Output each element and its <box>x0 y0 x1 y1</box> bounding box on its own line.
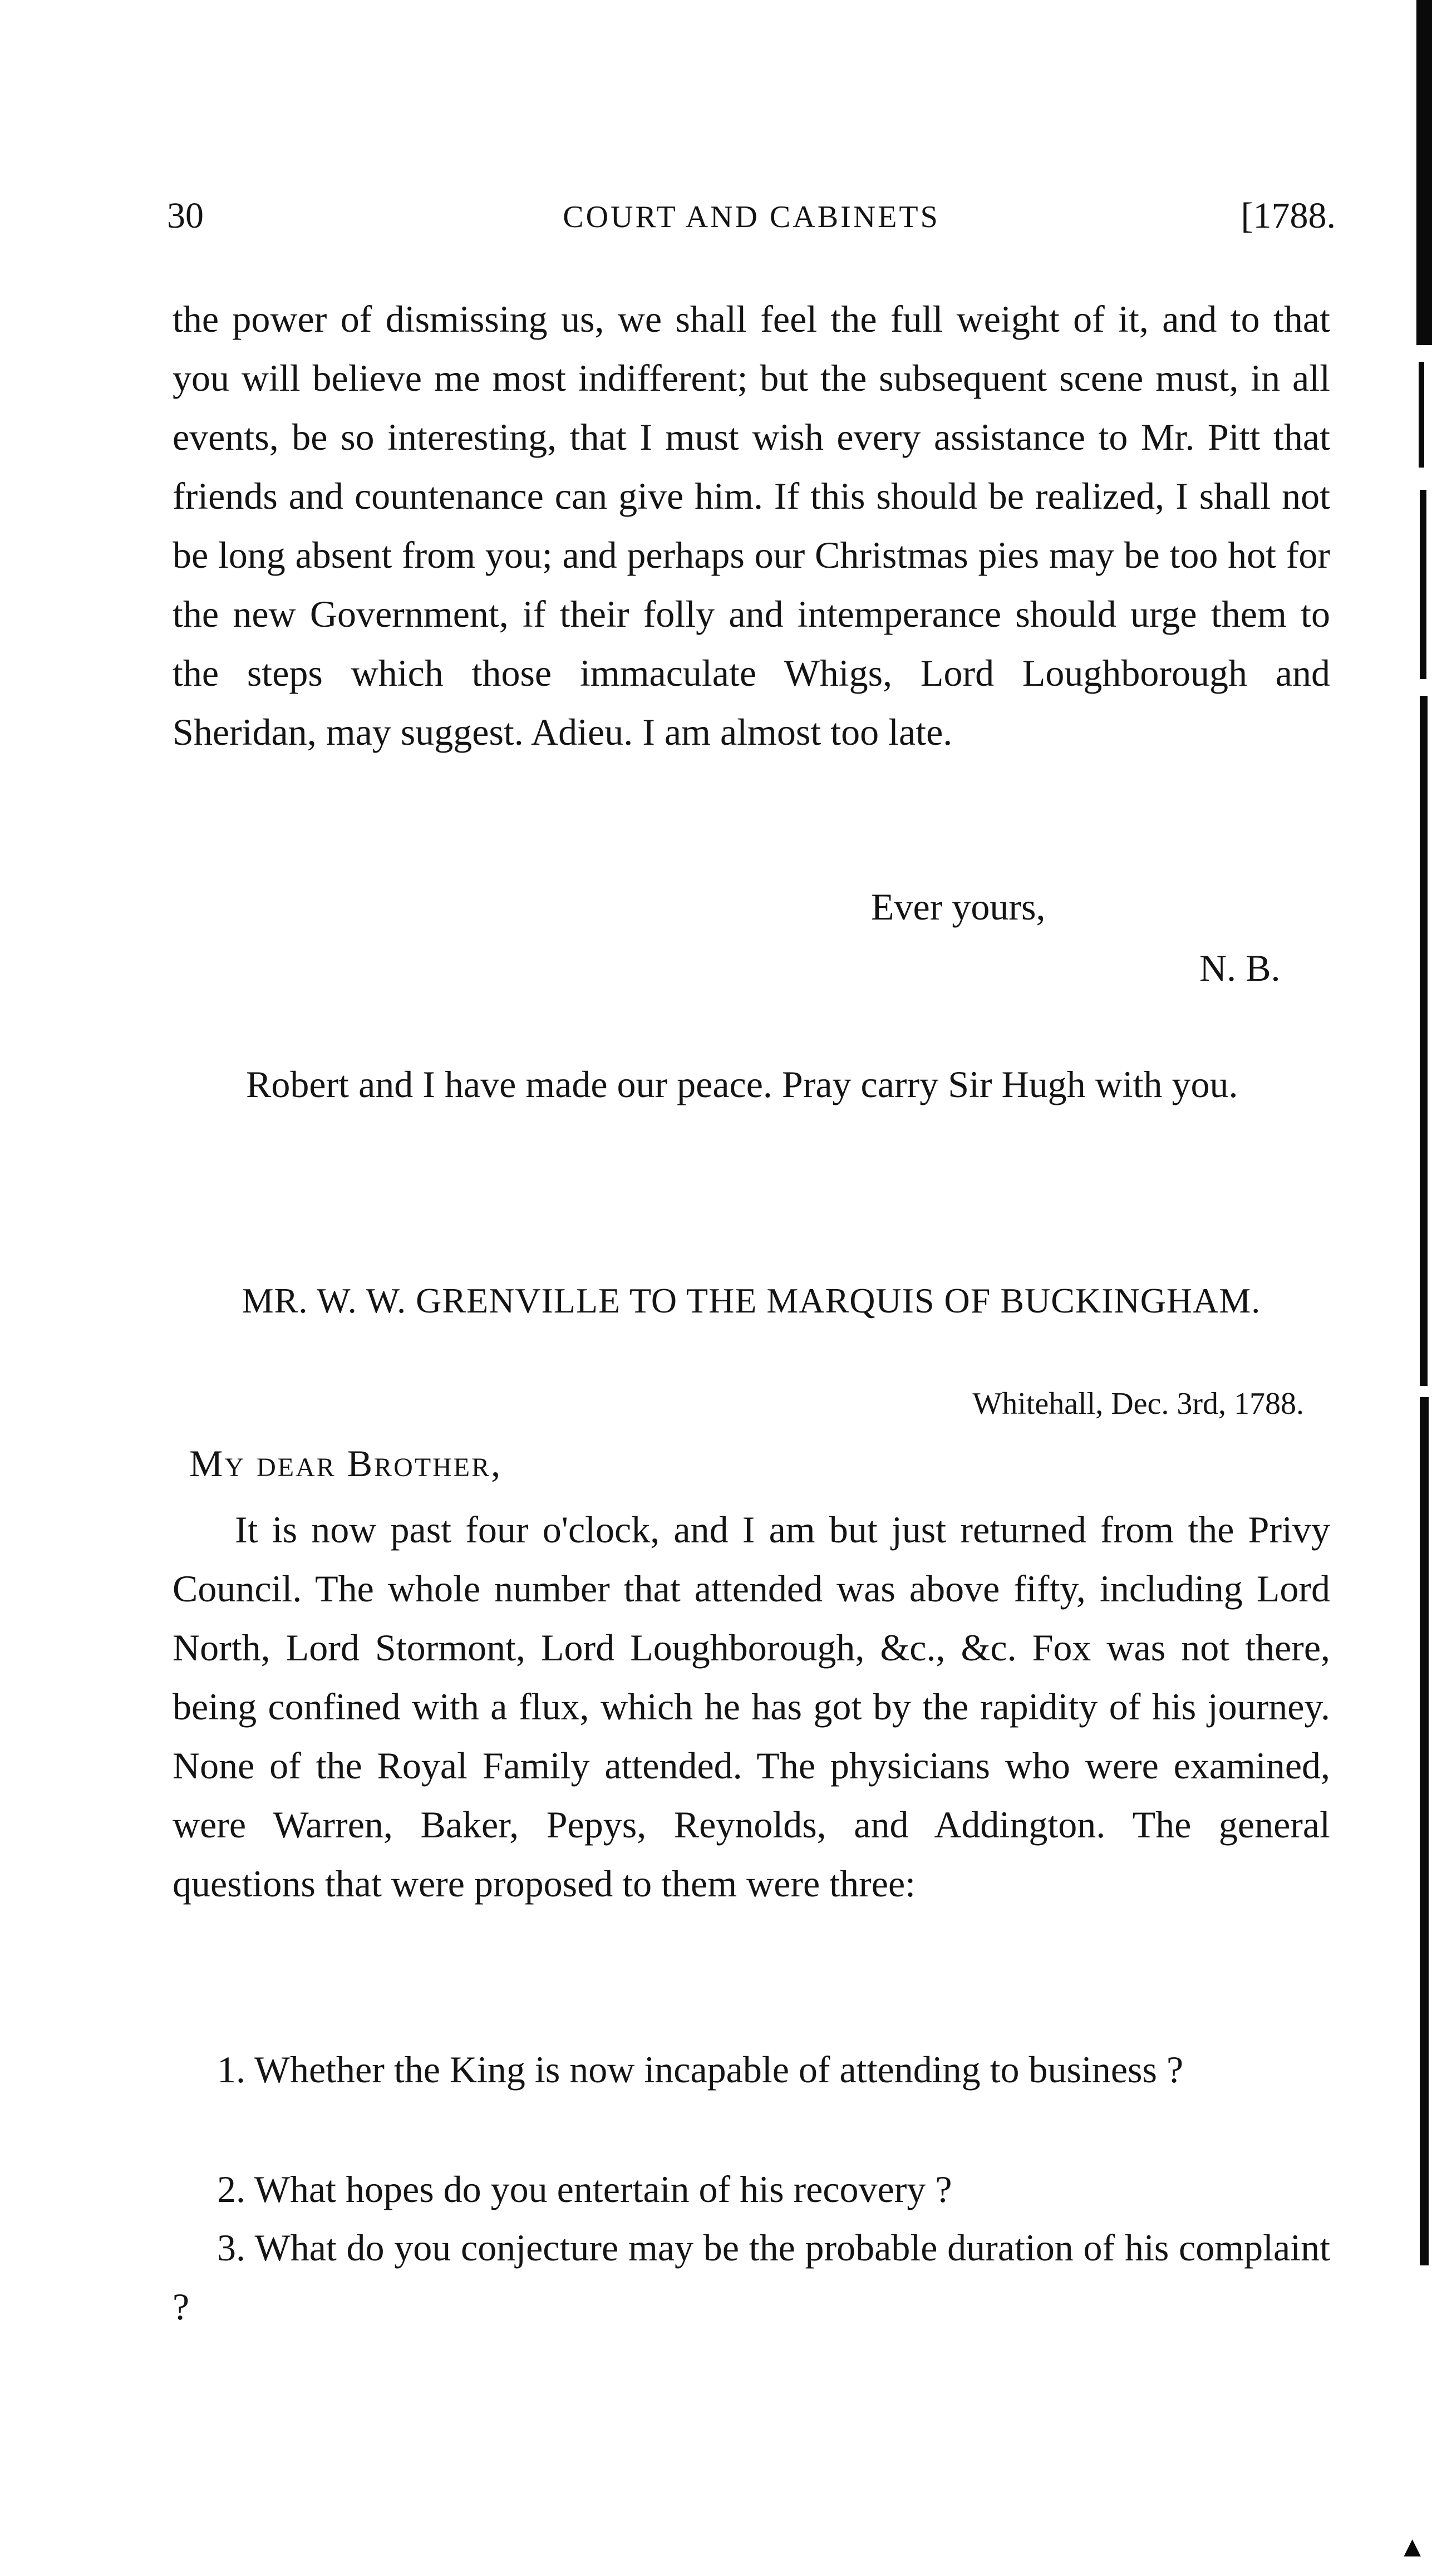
page-edge-mark <box>1416 0 1432 345</box>
letter1-postscript: Robert and I have made our peace. Pray carry Sir Hugh with you. <box>246 1063 1238 1105</box>
letter1-paragraph: the power of dismissing us, we shall feel the full weight of it, and to that you will believe me most indifferent; but the subsequent scene must, in all events, be so interesting, that I must wish every assistance to Mr. Pitt that friends and countenance can give him. If this should be realized, I shall not be long absent from you; and perhaps our Christmas pies may be too hot for the new Government, if their folly and intemperance should urge them to the steps which those immaculate Whigs, Lord Loughborough and Sheridan, may suggest. Adieu. I am almost too late. <box>173 298 1330 753</box>
page-edge-mark <box>1420 490 1426 679</box>
page-edge-mark <box>1420 1397 1429 2265</box>
corner-triangle-icon: ▲ <box>1404 2534 1421 2559</box>
page-edge-mark <box>1419 362 1424 468</box>
question-item: 2. What hopes do you entertain of his recovery ? <box>217 2168 952 2210</box>
page-edge-mark <box>1420 696 1428 1386</box>
letter1-closing: Ever yours, <box>871 886 1046 928</box>
running-year: [1788. <box>1241 195 1336 236</box>
letter2-salutation: My dear Brother, <box>189 1442 503 1484</box>
running-title: COURT AND CABINETS <box>563 200 940 234</box>
letter1-signature: N. B. <box>1199 947 1281 989</box>
running-head <box>167 195 1336 245</box>
question-item: 3. What do you conjecture may be the probable duration of his complaint ? <box>173 2226 1330 2328</box>
letter2-heading: MR. W. W. GRENVILLE TO THE MARQUIS OF BUCKINGHAM. <box>242 1281 1261 1320</box>
letter2-paragraph: It is now past four o'clock, and I am but just returned from the Privy Council. The whole number that attended was above fifty, including Lord North, Lord Stormont, Lord Loughborough, &c., &c. Fox was not there, being confined with a flux, which he has got by the rapidity of his journey. None of the Royal Family attended. The physicians who were examined, were Warren, Baker, Pepys, Reynolds, and Addington. The general questions that were proposed to them were three: <box>173 1508 1330 1905</box>
page-number: 30 <box>167 195 204 236</box>
letter2-dateline: Whitehall, Dec. 3rd, 1788. <box>972 1387 1304 1421</box>
question-item: 1. Whether the King is now incapable of attending to business ? <box>217 2048 1184 2091</box>
